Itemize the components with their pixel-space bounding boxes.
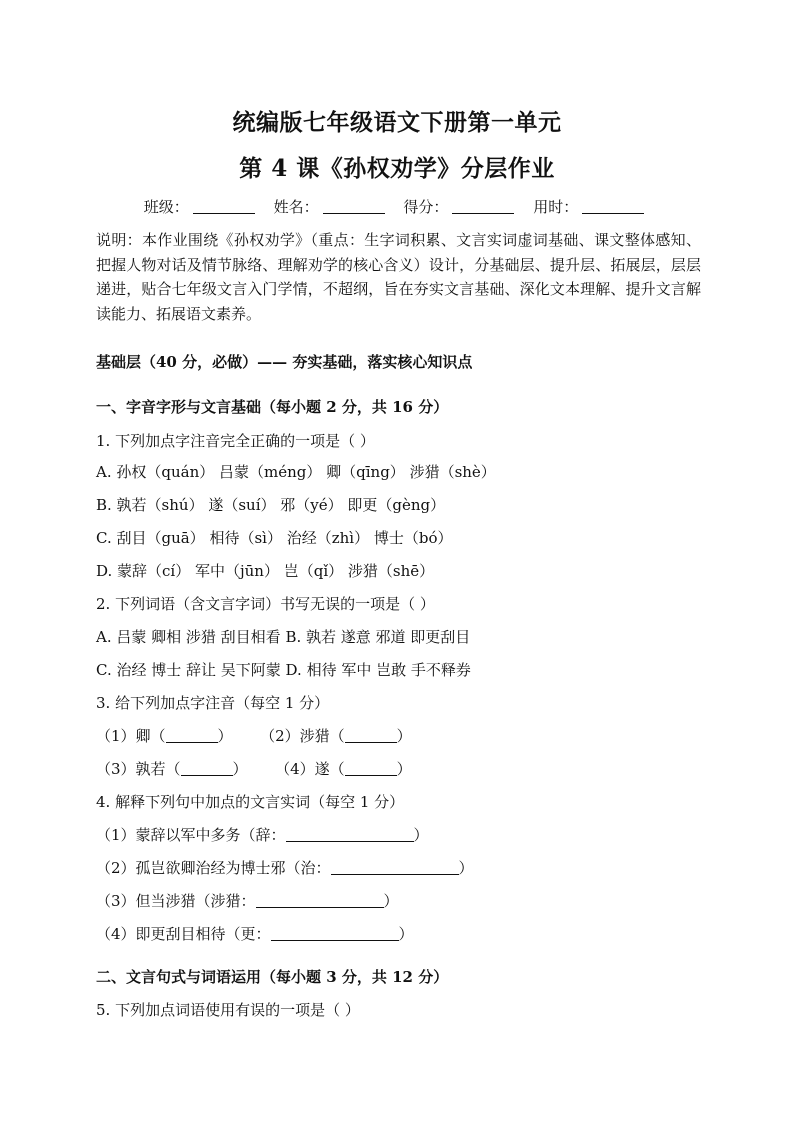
q4-blank-3[interactable] (256, 893, 384, 908)
question-2-options-cd: C. 治经 博士 辞让 吴下阿蒙 D. 相待 军中 岂敢 手不释券 (96, 661, 471, 679)
question-4-item-3: （3）但当涉猎（涉猎： ） (96, 892, 399, 910)
question-3-stem: 3. 给下列加点字注音（每空 1 分） (96, 694, 330, 712)
description-paragraph: 说明：本作业围绕《孙权劝学》（重点：生字词积累、文言实词虚词基础、课文整体感知、把握人物对话及情节脉络、理解劝学的核心含义）设计，分基础层、提升层、拓展层，层层递进，贴合七年级文言入门学情，不超纲，旨在夯实文言基础、深化文本理解、提升文言解读能力、拓展语文素养。 (96, 231, 701, 323)
q3-blank-3[interactable] (181, 761, 233, 776)
class-label: 班级： (143, 198, 189, 216)
question-4-stem: 4. 解释下列句中加点的文言实词（每空 1 分） (96, 793, 405, 811)
question-4-item-2: （2）孤岂欲卿治经为博士邪（治： ） (96, 859, 474, 877)
question-2-options-ab: A. 吕蒙 卿相 涉猎 刮目相看 B. 孰若 遂意 邪道 即更刮目 (96, 628, 471, 646)
q3-item-2: （2）涉猎（ (260, 727, 345, 745)
q4-blank-4[interactable] (271, 926, 399, 941)
q3-blank-2[interactable] (345, 728, 397, 743)
score-blank (452, 199, 514, 214)
q3-blank-4[interactable] (345, 761, 397, 776)
q4-blank-2[interactable] (331, 860, 459, 875)
name-label: 姓名： (273, 198, 319, 216)
page-title: 统编版七年级语文下册第一单元 (232, 109, 562, 136)
name-blank (323, 199, 385, 214)
time-label: 用时： (533, 198, 579, 216)
q4-blank-1[interactable] (286, 827, 414, 842)
student-info-row (0, 196, 794, 217)
question-3-row-1: （1）卿（ ） （2）涉猎（ ） (96, 727, 412, 745)
question-5-stem: 5. 下列加点词语使用有误的一项是（ ） (96, 1001, 360, 1019)
question-1-option-d: D. 蒙辞（cí） 军中（jūn） 岂（qǐ） 涉猎（shē） (96, 562, 435, 580)
q3-item-4: （4）遂（ (275, 760, 345, 778)
question-3-row-2: （3）孰若（ ） （4）遂（ ） (96, 760, 412, 778)
class-blank (193, 199, 255, 214)
time-blank (582, 199, 644, 214)
score-label: 得分： (403, 198, 449, 216)
lesson-subtitle: 第 4 课《孙权劝学》分层作业 (239, 155, 555, 182)
section-heading-2: 二、文言句式与词语运用（每小题 3 分，共 12 分） (96, 968, 449, 986)
layer-heading: 基础层（40 分，必做）—— 夯实基础，落实核心知识点 (96, 353, 473, 371)
question-1-option-c: C. 刮目（guā） 相待（sì） 治经（zhì） 博士（bó） (96, 529, 453, 547)
question-1-option-b: B. 孰若（shú） 遂（suí） 邪（yé） 即更（gèng） (96, 496, 446, 514)
section-heading-1: 一、字音字形与文言基础（每小题 2 分，共 16 分） (96, 398, 449, 416)
q3-blank-1[interactable] (166, 728, 218, 743)
q3-item-1: （1）卿（ (96, 727, 166, 745)
question-4-item-1: （1）蒙辞以军中多务（辞： ） (96, 826, 429, 844)
question-2-stem: 2. 下列词语（含文言字词）书写无误的一项是（ ） (96, 595, 435, 613)
question-4-item-4: （4）即更刮目相待（更： ） (96, 925, 414, 943)
question-1-stem: 1. 下列加点字注音完全正确的一项是（ ） (96, 432, 375, 450)
q3-item-3: （3）孰若（ (96, 760, 181, 778)
question-1-option-a: A. 孙权（quán） 吕蒙（méng） 卿（qīng） 涉猎（shè） (96, 463, 496, 481)
